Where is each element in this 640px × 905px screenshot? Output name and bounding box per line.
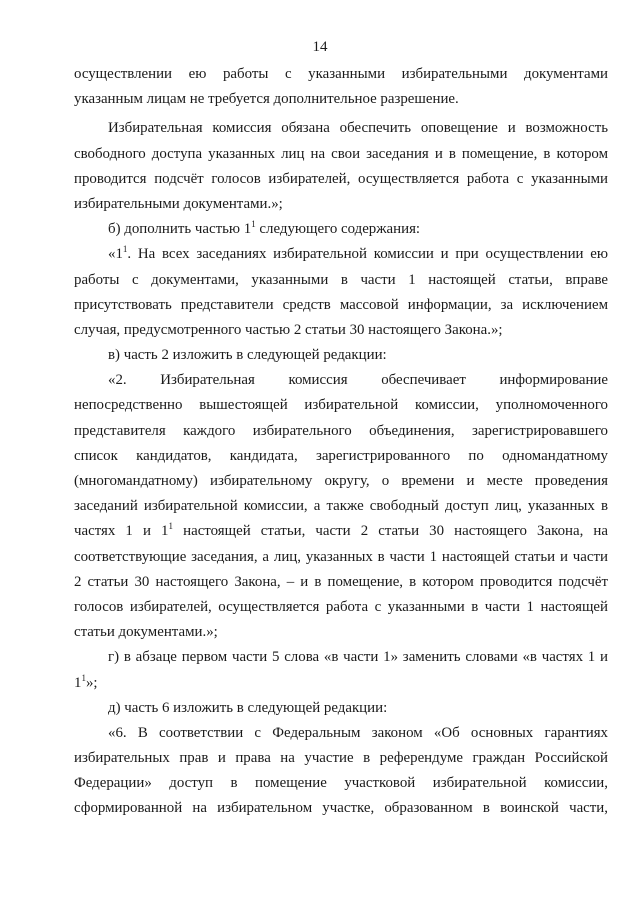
text-line	[74, 217, 608, 242]
document-body	[74, 62, 608, 822]
text-line: список кандидатов, кандидата, зарегистрированного по одномандатному	[74, 447, 608, 464]
text-line: свободного доступа указанных лиц на свои заседания и в помещение, в котором	[74, 145, 608, 162]
text-line: 2 статьи 30 настоящего Закона, – и в помещение, в котором проводится подсчёт	[74, 573, 608, 590]
superscript: 1	[122, 244, 128, 255]
text-line: «2. Избирательная комиссия обеспечивает информирование	[108, 372, 608, 389]
text-line: сформированной на избирательном участке, образованном в воинской части,	[74, 800, 608, 817]
text-segment: следующего содержания:	[255, 221, 421, 238]
text-line: случая, предусмотренного частью 2 статьи 30 настоящего Закона.»;	[74, 321, 503, 338]
text-segment: »;	[85, 674, 98, 691]
text-line: непосредственно вышестоящей избирательной комиссии, уполномоченного	[74, 397, 608, 414]
text-line: работы с документами, указанными в части 1 настоящей статьи, вправе	[74, 271, 608, 288]
text-line: избирательных прав и права на участие в референдуме граждан Российской	[74, 750, 608, 767]
text-line	[74, 242, 608, 267]
text-line: проводится подсчёт голосов избирателей, осуществляется работа с указанными	[74, 170, 608, 187]
text-line: Федерации» доступ в помещение участковой избирательной комиссии,	[74, 775, 608, 792]
text-line: г) в абзаце первом части 5 слова «в части 1» заменить словами «в частях 1 и	[108, 649, 608, 666]
text-line: Избирательная комиссия обязана обеспечить оповещение и возможность	[108, 120, 608, 137]
text-segment: частях 1 и 1	[74, 523, 169, 540]
text-line	[74, 519, 608, 544]
text-segment: 1	[74, 674, 82, 691]
superscript: 1	[168, 521, 174, 532]
text-line: д) часть 6 изложить в следующей редакции:	[108, 699, 388, 716]
text-line: заседаний избирательной комиссии, а также свободный доступ лиц, указанных в	[74, 498, 608, 515]
text-line: «6. В соответствии с Федеральным законом «Об основных гарантиях	[108, 724, 608, 741]
text-segment: «1	[108, 246, 123, 263]
text-line	[74, 671, 608, 696]
text-line: статьи документами.»;	[74, 624, 218, 641]
superscript: 1	[81, 672, 86, 683]
text-line: указанным лицам не требуется дополнительное разрешение.	[74, 91, 459, 108]
page-number: 14	[312, 39, 328, 55]
text-segment: б) дополнить частью 1	[108, 221, 252, 238]
text-segment: настоящей статьи, части 2 статьи 30 настоящего Закона, на	[173, 523, 609, 540]
superscript: 1	[251, 219, 256, 230]
text-line: осуществлении ею работы с указанными избирательными документами	[74, 66, 608, 82]
text-line: присутствовать представители средств массовой информации, за исключением	[74, 296, 608, 313]
text-segment: . На всех заседаниях избирательной комиссии и при осуществлении ею	[127, 246, 608, 263]
text-line: голосов избирателей, осуществляется работа с указанными в части 1 настоящей	[74, 598, 608, 615]
text-line: соответствующие заседания, а лиц, указанных в части 1 настоящей статьи и части	[74, 548, 608, 565]
text-line: (многомандатному) избирательному округу, о времени и месте проведения	[74, 473, 608, 489]
text-line: в) часть 2 изложить в следующей редакции:	[108, 347, 387, 364]
text-line: избирательными документами.»;	[74, 195, 283, 212]
text-line: представителя каждого избирательного объединения, зарегистрировавшего	[74, 422, 608, 439]
